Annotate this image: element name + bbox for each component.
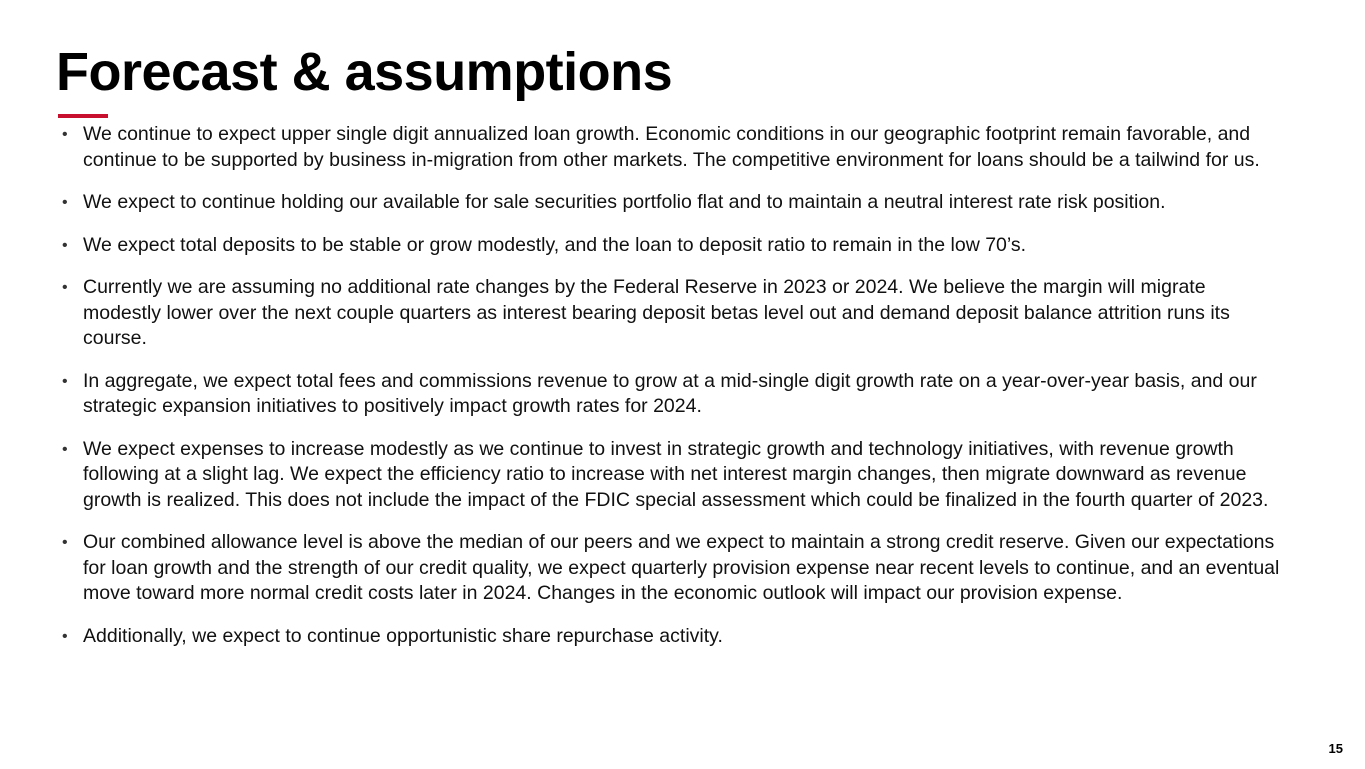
bullet-icon: • bbox=[62, 236, 68, 254]
page-number: 15 bbox=[1328, 741, 1343, 756]
bullet-item-securities bbox=[56, 190, 1286, 216]
bullet-icon: • bbox=[62, 372, 68, 390]
bullet-icon: • bbox=[62, 440, 68, 458]
title-accent-bar bbox=[58, 114, 108, 118]
bullet-item-loan-growth bbox=[56, 122, 1286, 173]
bullet-text: Our combined allowance level is above the median of our peers and we expect to maintain a strong credit reserve. Given our expectations for loan growth and the strength of our credit quality, we expect quarterly provision expense near recent levels to continue, and an eventual move toward more normal credit costs later in 2024. Changes in the economic outlook will impact our provision expense. bbox=[83, 531, 1280, 604]
bullet-text: We continue to expect upper single digit annualized loan growth. Economic conditions in our geographic footprint remain favorable, and continue to be supported by business in-migration from other markets. The competitive environment for loans should be a tailwind for us. bbox=[83, 123, 1260, 171]
bullet-text: In aggregate, we expect total fees and commissions revenue to grow at a mid-single digit growth rate on a year-over-year basis, and our strategic expansion initiatives to positively impact growth rates for 2024. bbox=[83, 369, 1257, 417]
bullet-item-fees bbox=[56, 369, 1286, 420]
bullet-item-deposits bbox=[56, 233, 1286, 259]
bullet-list bbox=[56, 122, 1286, 649]
bullet-icon: • bbox=[62, 126, 68, 143]
bullet-icon: • bbox=[62, 534, 68, 551]
bullet-item-repurchase bbox=[56, 624, 1286, 650]
bullet-text: We expect to continue holding our available for sale securities portfolio flat and to maintain a neutral interest rate risk position. bbox=[83, 191, 1166, 213]
page-title: Forecast & assumptions bbox=[56, 42, 673, 102]
bullet-item-expenses bbox=[56, 437, 1286, 514]
bullet-text: We expect expenses to increase modestly as we continue to invest in strategic growth and technology initiatives, with revenue growth following at a slight lag. We expect the efficiency ratio to increase with net interest margin changes, then migrate downward as revenue growth is realized. This does not include the impact of the FDIC special assessment which could be finalized in the fourth quarter of 2023. bbox=[83, 437, 1269, 511]
bullet-item-rates-margin bbox=[56, 275, 1286, 352]
bullet-item-allowance bbox=[56, 530, 1286, 607]
bullet-text: Currently we are assuming no additional rate changes by the Federal Reserve in 2023 or 2024. We believe the margin will migrate modestly lower over the next couple quarters as interest bearing deposit betas level out and demand deposit balance attrition runs its course. bbox=[83, 276, 1230, 349]
bullet-text: Additionally, we expect to continue opportunistic share repurchase activity. bbox=[83, 624, 723, 647]
bullet-text: We expect total deposits to be stable or grow modestly, and the loan to deposit ratio to remain in the low 70’s. bbox=[83, 233, 1027, 256]
bullet-icon: • bbox=[62, 627, 68, 645]
bullet-icon: • bbox=[62, 194, 68, 211]
bullet-icon: • bbox=[62, 279, 68, 296]
